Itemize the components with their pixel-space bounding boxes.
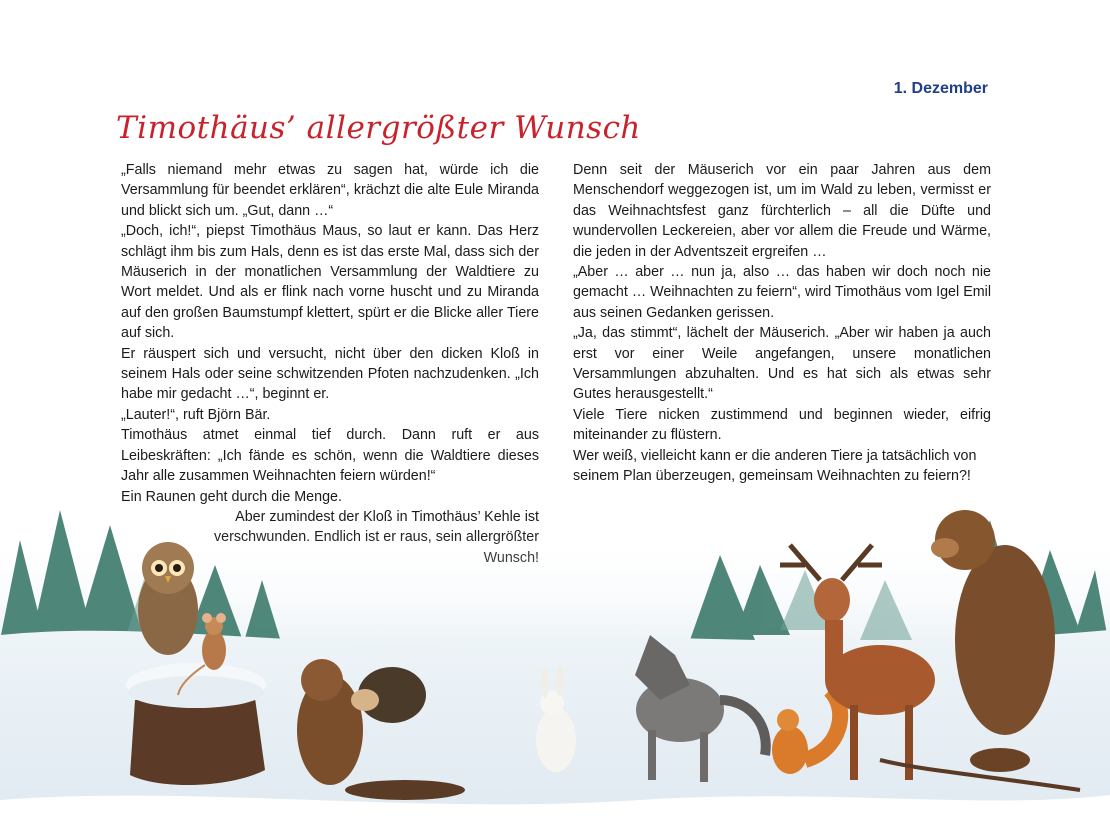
chapter-date: 1. Dezember xyxy=(893,80,988,97)
paragraph: „Ja, das stimmt“, lächelt der Mäuserich. „Aber wir haben ja auch erst vor einer Weile angefangen, unsere monatlichen Versammlungen abzuhalten. Und es hat sich als etwas sehr Gutes herausgestellt.“ xyxy=(573,325,991,403)
tree-stump xyxy=(126,663,266,785)
paragraph: „Falls niemand mehr etwas zu sagen hat, würde ich die Versammlung für beendet erklären“, krächzt die alte Eule Miranda und blickt sich um. „Gut, dann …“ xyxy=(121,162,539,219)
winter-forest-illustration xyxy=(0,470,1110,833)
story-title: Timothäus’ allergrößter Wunsch xyxy=(116,110,641,146)
paragraph: „Lauter!“, ruft Björn Bär. xyxy=(121,406,271,423)
paragraph: Denn seit der Mäuserich vor ein paar Jahren aus dem Menschendorf weggezogen ist, um im Wald zu leben, vermisst er das Weihnachtsfest ganz fürchterlich – all die Düfte und wundervollen Leckereien, aber vor allem die Freude und Wärme, die jeden in der Adventszeit ergreifen … xyxy=(573,162,991,260)
paragraph: Er räuspert sich und versucht, nicht über den dicken Kloß in seinem Hals oder seine schwitzenden Pfoten nachzudenken. „Ich habe mir gedacht …“, beginnt er. xyxy=(121,345,539,403)
right-text-column xyxy=(573,160,991,487)
owl xyxy=(138,542,198,655)
paragraph: „Aber … aber … nun ja, also … das haben wir doch noch nie gemacht … Weihnachten zu feiern“, wird Timothäus vom Igel Emil aus seinen Gedanken gerissen. xyxy=(573,264,991,321)
paragraph: Aber zumindest der Kloß in Timothäus’ Kehle ist xyxy=(235,508,539,525)
paragraph: Timothäus atmet einmal tief durch. Dann ruft er aus Leibeskräften: „Ich fände es schön, wenn die Waldtiere dieses Jahr alle zusammen Weihnachten feiern würden!“ xyxy=(121,427,539,485)
paragraph: Viele Tiere nicken zustimmend und beginnen wieder, eifrig miteinander zu flüstern. xyxy=(573,406,991,444)
paragraph: „Doch, ich!“, piepst Timothäus Maus, so laut er kann. Das Herz schlägt ihm bis zum Hals, denn es ist das erste Mal, dass sich der Mäuserich in der monatlichen Versammlung der Waldtiere zu Wort meldet. Und als er flink nach vorne huscht und zu Miranda auf den großen Baumstumpf klettert, spürt er die Blicke aller Tiere auf sich. xyxy=(121,223,539,342)
paragraph: Wer weiß, vielleicht kann er die anderen Tiere ja tatsächlich von seinem Plan überzeugen, gemeinsam Weihnachten zu feiern?! xyxy=(573,447,977,485)
paragraph: Ein Raunen geht durch die Menge. xyxy=(121,488,342,505)
